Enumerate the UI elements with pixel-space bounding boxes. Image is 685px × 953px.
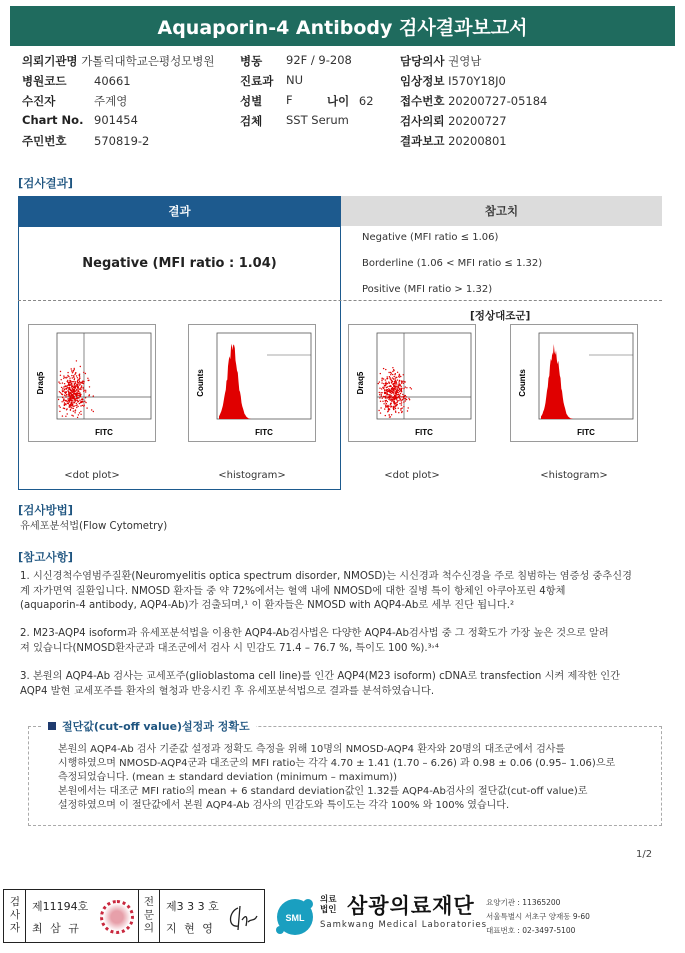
checker-number: 제11194호 — [32, 900, 89, 913]
receipt-value: 20200727-05184 — [448, 94, 548, 108]
y-axis-label: Counts — [518, 369, 527, 397]
receipt-label: 접수번호 — [400, 94, 445, 108]
ref-borderline: Borderline (1.06 < MFI ratio ≤ 1.32) — [362, 258, 543, 269]
note-3 — [20, 670, 665, 699]
reviewer-number: 제3 3 3 호 — [166, 900, 219, 913]
y-axis-label: Draq5 — [356, 371, 365, 395]
histogram-plot — [188, 324, 316, 442]
note-1 — [20, 570, 665, 614]
signature-icon — [224, 902, 260, 934]
note-3-line-1: 3. 본원의 AQP4-Ab 검사는 교세포주(glioblastoma cell line)를 인간 AQP4(M23 isoform) cDNA로 transfection 시켜 제작한 인간 — [20, 671, 620, 682]
dot-cloud — [378, 367, 413, 418]
note-2-line-2: 져 있습니다(NMOSD환자군과 대조군에서 검사 시 민감도 71.4 – 76.7 %, 특이도 100 %).³˒⁴ — [20, 642, 439, 654]
normal-control-label: [정상대조군] — [470, 310, 531, 322]
seal-icon — [100, 900, 134, 934]
histogram-caption: <histogram> — [218, 470, 286, 481]
result-section-label: [검사결과] — [18, 176, 73, 190]
x-axis-label: FITC — [415, 428, 433, 437]
patient-label: 수진자 — [22, 94, 56, 108]
ward-value: 92F / 9-208 — [286, 53, 352, 67]
ref-negative: Negative (MFI ratio ≤ 1.06) — [362, 232, 499, 243]
method-section-label: [검사방법] — [18, 503, 73, 517]
note-1-line-3: (aquaporin-4 antibody, AQP4-Ab)가 검출되며,¹ 이 환자들은 NMOSD with AQP4-Ab로 세부 진단 됩니다.² — [20, 600, 515, 611]
square-bullet-icon — [48, 722, 56, 730]
org-english-name: Samkwang Medical Laboratories — [320, 920, 488, 930]
x-axis-label: FITC — [95, 428, 113, 437]
dot-plot-caption: <dot plot> — [64, 470, 120, 481]
org-name: 삼광의료재단 — [347, 894, 475, 918]
doctor-label: 담당의사 — [400, 54, 445, 68]
clinical-label: 임상정보 — [400, 74, 445, 88]
report-title: Aquaporin-4 Antibody 검사결과보고서 — [10, 6, 675, 46]
x-axis-label: FITC — [255, 428, 273, 437]
id-value: 570819-2 — [94, 134, 150, 148]
institution-value: 가톨릭대학교은평성모병원 — [81, 54, 215, 68]
hospital-code-value: 40661 — [94, 74, 131, 88]
dept-value: NU — [286, 73, 304, 87]
request-value: 20200727 — [448, 114, 507, 128]
cutoff-line-3: 측정되었습니다. (mean ± standard deviation (minimum – maximum)) — [58, 772, 398, 783]
org-phone: 대표번호 : 02-3497-5100 — [486, 926, 576, 935]
age-label: 나이 — [327, 94, 350, 108]
cutoff-line-5: 설정하였으며 이 절단값에서 본원 AQP4-Ab 검사의 민감도와 특이도는 각각 100% 와 100% 였습니다. — [58, 800, 510, 811]
signature-box — [3, 889, 265, 943]
clinical-value: I570Y18J0 — [448, 74, 506, 88]
note-3-line-2: AQP4 발현 교세포주를 환자의 혈청과 반응시킨 후 유세포분석법으로 결과를 분석하였습니다. — [20, 685, 435, 697]
org-legal-label: 의료 법인 — [320, 895, 337, 915]
note-1-line-2: 계 자가면역 질환입니다. NMOSD 환자들 중 약 72%에서는 혈액 내에 NMOSD에 대한 질병 특이 항체인 아쿠아포린 4항체 — [20, 585, 566, 597]
ward-label: 병동 — [240, 54, 263, 68]
cutoff-title-text: 절단값(cut-off value)설정과 정확도 — [62, 720, 250, 733]
checker-label: 검 사 자 — [9, 896, 21, 934]
doctor-value: 권영남 — [448, 54, 482, 68]
dot-plot — [28, 324, 156, 442]
y-axis-label: Draq5 — [36, 371, 45, 395]
checker-name: 최 삼 규 — [32, 922, 81, 935]
histogram-peak — [541, 344, 573, 419]
dot-plot-caption: <dot plot> — [384, 470, 440, 481]
dept-label: 진료과 — [240, 74, 274, 88]
id-label: 주민번호 — [22, 134, 67, 148]
institution-label: 의뢰기관명 — [22, 54, 78, 68]
x-axis-label: FITC — [577, 428, 595, 437]
hospital-code-label: 병원코드 — [22, 74, 67, 88]
cutoff-line-1: 본원의 AQP4-Ab 검사 기준값 설정과 정확도 측정을 위해 10명의 NMOSD-AQP4 환자와 20명의 대조군에서 검사를 — [58, 744, 566, 755]
result-header: 결과 — [18, 196, 341, 226]
sml-logo-icon — [272, 894, 318, 940]
age-value: 62 — [358, 94, 374, 108]
cutoff-title — [42, 718, 256, 734]
histogram-peak — [219, 344, 251, 419]
report-date-label: 결과보고 — [400, 134, 445, 148]
reviewer-name: 지 현 영 — [166, 922, 215, 935]
sex-value: F — [286, 93, 293, 107]
specimen-label: 검체 — [240, 114, 263, 128]
dot-cloud — [58, 360, 94, 418]
request-label: 검사의뢰 — [400, 114, 445, 128]
cutoff-text — [58, 743, 658, 813]
histogram-plot — [510, 324, 638, 442]
org-code: 요양기관 : 11365200 — [486, 898, 561, 907]
patient-value: 주계영 — [94, 94, 128, 108]
dot-plot — [348, 324, 476, 442]
y-axis-label: Counts — [196, 369, 205, 397]
reviewer-label: 전 문 의 — [143, 896, 155, 934]
reference-header: 참고치 — [341, 196, 662, 226]
notes-section-label: [참고사항] — [18, 550, 73, 564]
note-1-line-1: 1. 시신경척수염범주질환(Neuromyelitis optica spectrum disorder, NMOSD)는 시신경과 척수신경을 주로 침범하는 염증성 중추신경 — [20, 571, 632, 582]
page-number: 1/2 — [636, 849, 653, 860]
org-address: 서울특별시 서초구 양재동 9-60 — [486, 912, 590, 921]
sml-logo-text: SML — [285, 913, 305, 923]
sex-label: 성별 — [240, 94, 263, 108]
histogram-caption: <histogram> — [540, 470, 608, 481]
note-2 — [20, 627, 665, 656]
chart-value: 901454 — [94, 113, 138, 127]
method-text: 유세포분석법(Flow Cytometry) — [20, 521, 168, 532]
divider — [18, 300, 662, 301]
result-value: Negative (MFI ratio : 1.04) — [82, 255, 277, 271]
cutoff-line-2: 시행하였으며 NMOSD-AQP4군과 대조군의 MFI ratio는 각각 4.70 ± 1.41 (1.70 – 6.26) 과 0.98 ± 0.06 (0.95– 1.06)으로 — [58, 758, 616, 769]
cutoff-line-4: 본원에서는 대조군 MFI ratio의 mean + 6 standard deviation값인 1.32를 AQP4-Ab검사의 절단값(cut-off value)로 — [58, 786, 588, 797]
note-2-line-1: 2. M23-AQP4 isoform과 유세포분석법을 이용한 AQP4-Ab검사법은 다양한 AQP4-Ab검사법 중 그 정확도가 가장 높은 것으로 알려 — [20, 628, 609, 639]
ref-positive: Positive (MFI ratio > 1.32) — [362, 284, 493, 295]
chart-label: Chart No. — [22, 113, 84, 127]
report-date-value: 20200801 — [448, 134, 507, 148]
specimen-value: SST Serum — [286, 113, 349, 127]
